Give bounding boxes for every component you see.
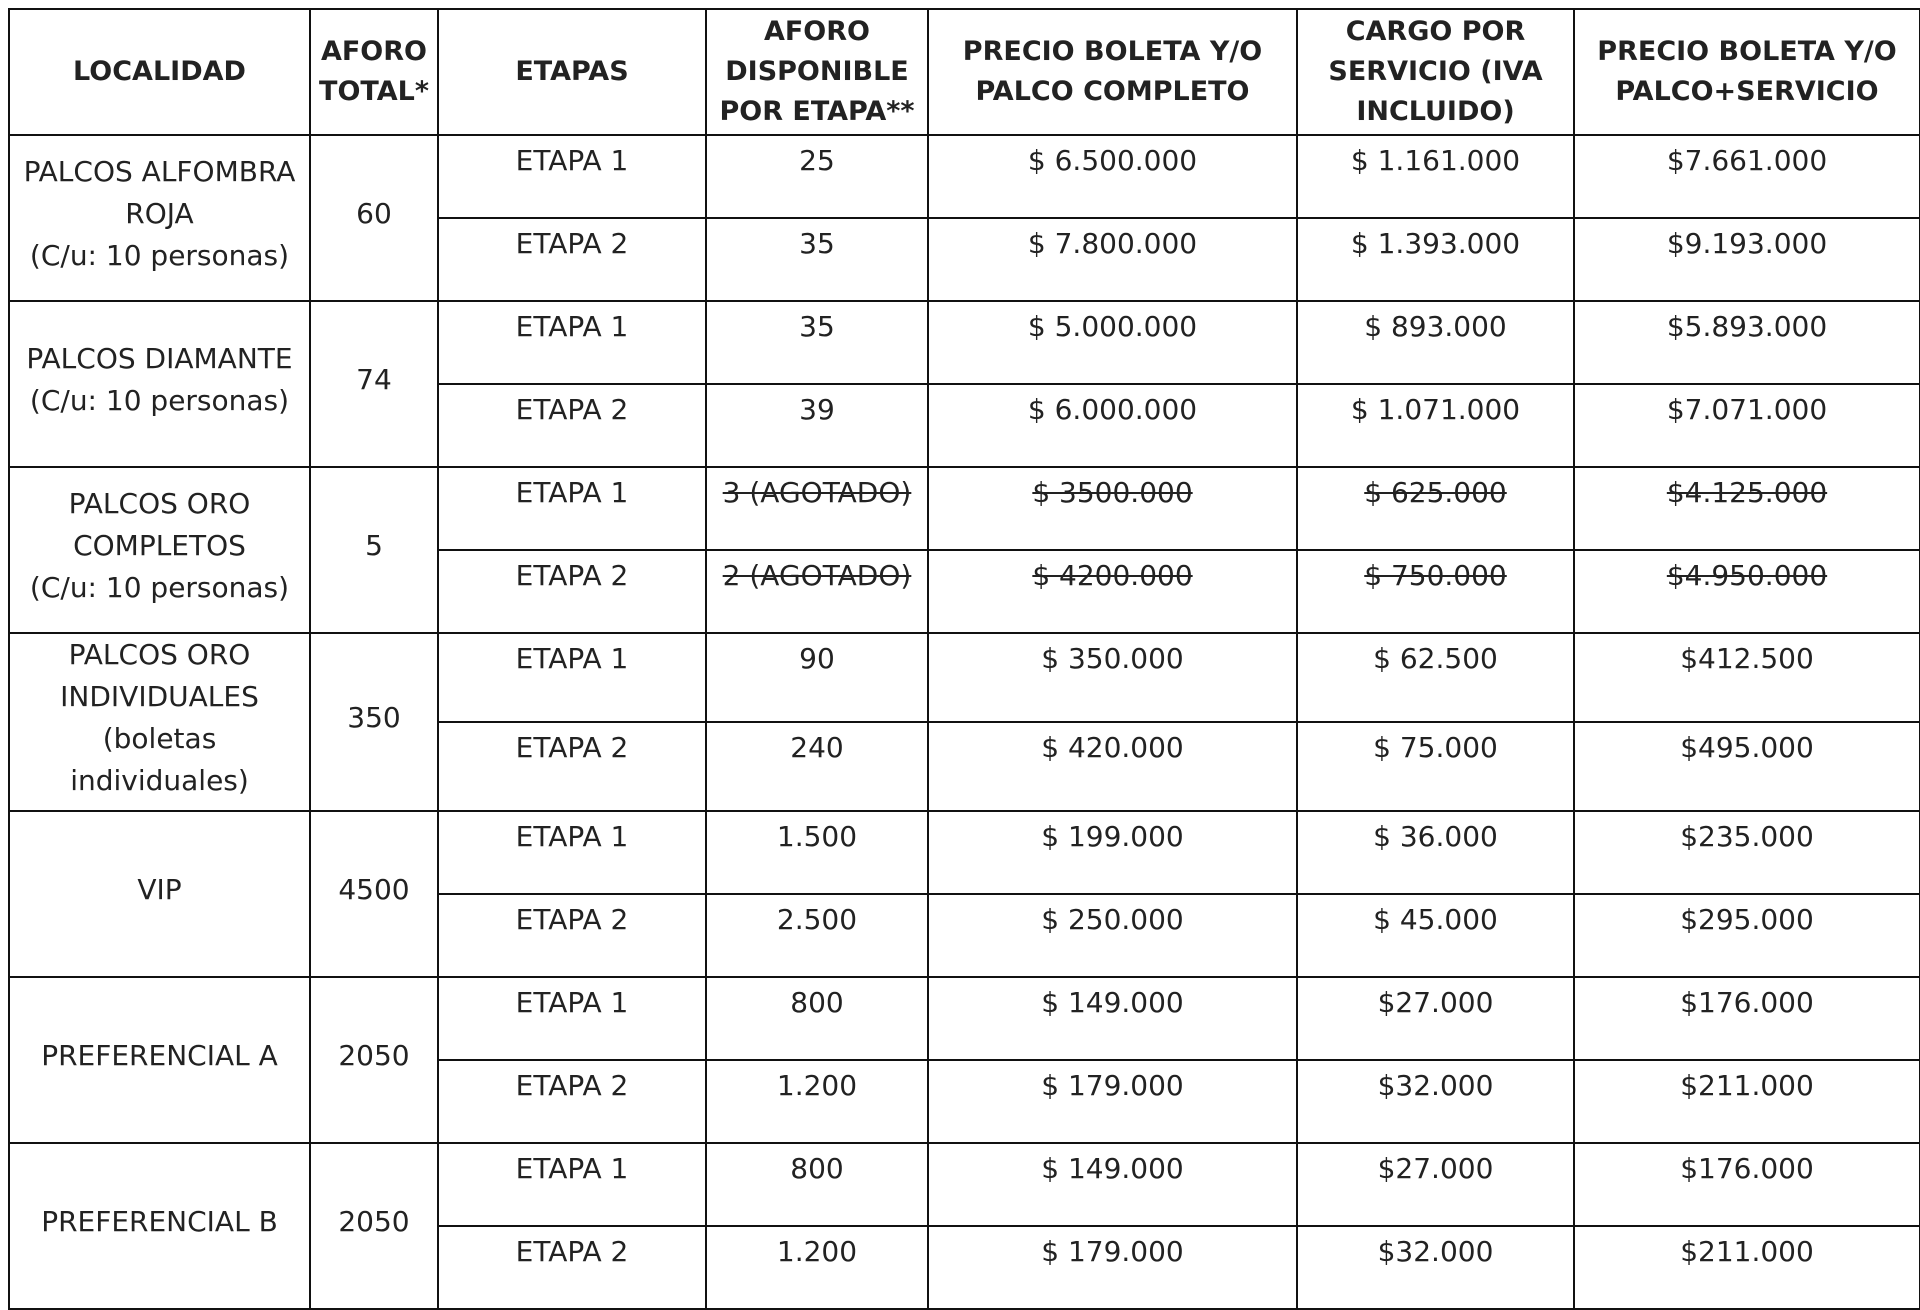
aforo-disponible-cell: [706, 467, 928, 550]
precio-total-cell-value: $4.950.000: [1666, 559, 1828, 592]
table-row: [9, 1143, 1920, 1226]
aforo-disponible-cell-value: 2.500: [776, 903, 858, 936]
precio-total-cell: [1574, 301, 1920, 384]
precio-cell-value: $ 350.000: [1041, 642, 1184, 675]
precio-cell: [928, 633, 1297, 722]
precio-total-cell: [1574, 384, 1920, 467]
localidad-text-line: PALCOS DIAMANTE: [26, 342, 293, 375]
header-row: [9, 9, 1920, 135]
header-text-line: PRECIO BOLETA Y/O: [1597, 36, 1897, 67]
precio-cell: [928, 1226, 1297, 1309]
etapa-cell: [438, 301, 706, 384]
etapa-cell: [438, 384, 706, 467]
cargo-servicio-cell: [1297, 633, 1574, 722]
etapa-cell: [438, 1226, 706, 1309]
header-text-line: AFORO: [763, 16, 871, 47]
precio-total-cell: [1574, 135, 1920, 218]
cargo-servicio-cell-value: $ 45.000: [1373, 903, 1498, 936]
precio-total-cell: [1574, 467, 1920, 550]
header-localidad: [9, 9, 310, 135]
etapa-cell-value: ETAPA 2: [515, 731, 629, 764]
cargo-servicio-cell-value: $27.000: [1377, 1152, 1494, 1185]
cargo-servicio-cell-value: $ 36.000: [1373, 820, 1498, 853]
table-row: [9, 977, 1920, 1060]
precio-total-cell-value: $4.125.000: [1666, 476, 1828, 509]
aforo-disponible-cell: [706, 384, 928, 467]
precio-cell-value: $ 5.000.000: [1027, 310, 1198, 343]
localidad-text-line: (C/u: 10 personas): [29, 571, 290, 604]
precio-cell: [928, 1060, 1297, 1143]
aforo-total-cell: 4500: [310, 811, 438, 977]
precio-total-cell: [1574, 1143, 1920, 1226]
aforo-total-cell: 74: [310, 301, 438, 467]
cargo-servicio-cell: [1297, 218, 1574, 301]
cargo-servicio-cell-value: $27.000: [1377, 986, 1494, 1019]
etapa-cell-value: ETAPA 2: [515, 1235, 629, 1268]
aforo-total-cell: 5: [310, 467, 438, 633]
header-aforo-disponible: [706, 9, 928, 135]
cargo-servicio-cell: [1297, 722, 1574, 811]
localidad-cell: [9, 977, 310, 1143]
precio-cell: [928, 1143, 1297, 1226]
etapa-cell-value: ETAPA 1: [515, 986, 629, 1019]
precio-cell-value: $ 149.000: [1041, 1152, 1184, 1185]
cargo-servicio-cell: [1297, 550, 1574, 633]
precio-total-cell-value: $9.193.000: [1666, 227, 1828, 260]
cargo-servicio-cell: [1297, 384, 1574, 467]
aforo-disponible-cell-value: 39: [799, 393, 835, 426]
precio-total-cell: [1574, 977, 1920, 1060]
precio-cell-value: $ 179.000: [1041, 1069, 1184, 1102]
aforo-total-cell: 2050: [310, 977, 438, 1143]
localidad-text-line: PALCOS ALFOMBRA: [23, 155, 296, 188]
aforo-disponible-cell: [706, 722, 928, 811]
aforo-disponible-cell-value: 35: [799, 227, 835, 260]
localidad-cell: [9, 811, 310, 977]
precio-total-cell-value: $235.000: [1680, 820, 1814, 853]
precio-total-cell-value: $176.000: [1680, 986, 1814, 1019]
table-body: [9, 135, 1920, 1309]
etapa-cell-value: ETAPA 1: [515, 642, 629, 675]
precio-total-cell: [1574, 1060, 1920, 1143]
precio-total-cell-value: $495.000: [1680, 731, 1814, 764]
precio-total-cell-value: $211.000: [1680, 1235, 1814, 1268]
etapa-cell-value: ETAPA 1: [515, 820, 629, 853]
cargo-servicio-cell-value: $ 625.000: [1364, 476, 1507, 509]
localidad-text-line: COMPLETOS: [73, 529, 246, 562]
precio-total-cell: [1574, 218, 1920, 301]
localidad-text-line: PREFERENCIAL B: [41, 1205, 278, 1238]
price-table: [8, 8, 1920, 1310]
aforo-disponible-cell-value: 90: [799, 642, 835, 675]
localidad-text-line: (boletas individuales): [70, 722, 249, 797]
aforo-disponible-cell-value: 1.500: [776, 820, 858, 853]
localidad-text-line: INDIVIDUALES: [60, 680, 259, 713]
etapa-cell-value: ETAPA 2: [515, 393, 629, 426]
etapa-cell: [438, 550, 706, 633]
localidad-text-line: (C/u: 10 personas): [29, 384, 290, 417]
aforo-disponible-cell-value: 1.200: [776, 1069, 858, 1102]
aforo-disponible-cell: [706, 218, 928, 301]
aforo-disponible-cell: [706, 1226, 928, 1309]
etapa-cell-value: ETAPA 1: [515, 1152, 629, 1185]
cargo-servicio-cell: [1297, 977, 1574, 1060]
precio-cell: [928, 894, 1297, 977]
etapa-cell-value: ETAPA 2: [515, 559, 629, 592]
cargo-servicio-cell: [1297, 811, 1574, 894]
header-cargo-servicio: [1297, 9, 1574, 135]
table-row: [9, 301, 1920, 384]
localidad-text-line: PALCOS ORO: [68, 638, 251, 671]
cargo-servicio-cell-value: $ 62.500: [1373, 642, 1498, 675]
precio-total-cell: [1574, 550, 1920, 633]
localidad-cell: [9, 301, 310, 467]
aforo-disponible-cell-value: 2 (AGOTADO): [722, 559, 912, 592]
precio-total-cell: [1574, 811, 1920, 894]
precio-total-cell-value: $7.071.000: [1666, 393, 1828, 426]
cargo-servicio-cell: [1297, 301, 1574, 384]
precio-cell: [928, 977, 1297, 1060]
header-text-line: DISPONIBLE: [725, 56, 909, 87]
precio-cell: [928, 722, 1297, 811]
precio-cell: [928, 218, 1297, 301]
cargo-servicio-cell: [1297, 894, 1574, 977]
localidad-text-line: PALCOS ORO: [68, 487, 251, 520]
header-aforo-total: [310, 9, 438, 135]
header-etapas: [438, 9, 706, 135]
precio-cell: [928, 301, 1297, 384]
precio-cell-value: $ 420.000: [1041, 731, 1184, 764]
table-row: [9, 135, 1920, 218]
header-text-line: SERVICIO (IVA: [1328, 56, 1543, 87]
cargo-servicio-cell: [1297, 1226, 1574, 1309]
cargo-servicio-cell-value: $ 75.000: [1373, 731, 1498, 764]
table-row: [9, 811, 1920, 894]
precio-total-cell-value: $295.000: [1680, 903, 1814, 936]
localidad-cell: [9, 633, 310, 811]
precio-total-cell: [1574, 722, 1920, 811]
precio-cell: [928, 550, 1297, 633]
etapa-cell-value: ETAPA 1: [515, 144, 629, 177]
aforo-disponible-cell-value: 1.200: [776, 1235, 858, 1268]
etapa-cell: [438, 467, 706, 550]
etapa-cell: [438, 894, 706, 977]
header-text-line: TOTAL*: [319, 76, 429, 107]
precio-cell-value: $ 179.000: [1041, 1235, 1184, 1268]
etapa-cell: [438, 1060, 706, 1143]
header-text-line: ETAPAS: [515, 56, 629, 87]
header-precio-boleta: [928, 9, 1297, 135]
aforo-disponible-cell: [706, 1143, 928, 1226]
etapa-cell-value: ETAPA 1: [515, 310, 629, 343]
precio-total-cell: [1574, 894, 1920, 977]
precio-total-cell: [1574, 1226, 1920, 1309]
aforo-total-cell: 2050: [310, 1143, 438, 1309]
precio-total-cell-value: $211.000: [1680, 1069, 1814, 1102]
etapa-cell: [438, 722, 706, 811]
localidad-cell: [9, 1143, 310, 1309]
aforo-disponible-cell-value: 240: [790, 731, 844, 764]
precio-total-cell-value: $5.893.000: [1666, 310, 1828, 343]
header-precio-total: [1574, 9, 1920, 135]
aforo-disponible-cell-value: 800: [790, 986, 844, 1019]
cargo-servicio-cell: [1297, 1060, 1574, 1143]
table-row: [9, 467, 1920, 550]
etapa-cell-value: ETAPA 2: [515, 1069, 629, 1102]
etapa-cell: [438, 811, 706, 894]
precio-total-cell-value: $7.661.000: [1666, 144, 1828, 177]
etapa-cell-value: ETAPA 2: [515, 903, 629, 936]
cargo-servicio-cell-value: $32.000: [1377, 1069, 1494, 1102]
aforo-disponible-cell: [706, 894, 928, 977]
precio-cell-value: $ 3500.000: [1032, 476, 1193, 509]
precio-cell-value: $ 199.000: [1041, 820, 1184, 853]
localidad-cell: [9, 467, 310, 633]
header-text-line: CARGO POR: [1345, 16, 1526, 47]
cargo-servicio-cell: [1297, 467, 1574, 550]
etapa-cell: [438, 633, 706, 722]
header-text-line: INCLUIDO): [1356, 96, 1515, 127]
header-text-line: POR ETAPA**: [719, 96, 915, 127]
aforo-total-cell: 60: [310, 135, 438, 301]
aforo-disponible-cell: [706, 550, 928, 633]
localidad-text-line: (C/u: 10 personas): [29, 239, 290, 272]
etapa-cell: [438, 218, 706, 301]
precio-cell: [928, 811, 1297, 894]
etapa-cell-value: ETAPA 1: [515, 476, 629, 509]
etapa-cell: [438, 135, 706, 218]
cargo-servicio-cell: [1297, 135, 1574, 218]
aforo-disponible-cell-value: 800: [790, 1152, 844, 1185]
precio-cell: [928, 467, 1297, 550]
aforo-disponible-cell: [706, 301, 928, 384]
precio-cell: [928, 384, 1297, 467]
localidad-text-line: ROJA: [125, 197, 194, 230]
cargo-servicio-cell-value: $ 1.071.000: [1350, 393, 1521, 426]
cargo-servicio-cell-value: $32.000: [1377, 1235, 1494, 1268]
precio-cell-value: $ 6.500.000: [1027, 144, 1198, 177]
precio-cell-value: $ 149.000: [1041, 986, 1184, 1019]
precio-cell: [928, 135, 1297, 218]
precio-total-cell-value: $412.500: [1680, 642, 1814, 675]
cargo-servicio-cell: [1297, 1143, 1574, 1226]
header-text-line: PALCO COMPLETO: [975, 76, 1250, 107]
precio-cell-value: $ 250.000: [1041, 903, 1184, 936]
etapa-cell-value: ETAPA 2: [515, 227, 629, 260]
header-text-line: PALCO+SERVICIO: [1615, 76, 1879, 107]
precio-cell-value: $ 4200.000: [1032, 559, 1193, 592]
aforo-disponible-cell: [706, 135, 928, 218]
header-text-line: LOCALIDAD: [73, 56, 246, 87]
precio-total-cell: [1574, 633, 1920, 722]
aforo-disponible-cell: [706, 1060, 928, 1143]
header-text-line: PRECIO BOLETA Y/O: [962, 36, 1263, 67]
aforo-disponible-cell: [706, 633, 928, 722]
aforo-disponible-cell-value: 35: [799, 310, 835, 343]
precio-cell-value: $ 7.800.000: [1027, 227, 1198, 260]
aforo-disponible-cell-value: 3 (AGOTADO): [722, 476, 912, 509]
cargo-servicio-cell-value: $ 750.000: [1364, 559, 1507, 592]
etapa-cell: [438, 1143, 706, 1226]
aforo-disponible-cell: [706, 977, 928, 1060]
precio-total-cell-value: $176.000: [1680, 1152, 1814, 1185]
localidad-cell: [9, 135, 310, 301]
cargo-servicio-cell-value: $ 893.000: [1364, 310, 1507, 343]
aforo-disponible-cell: [706, 811, 928, 894]
cargo-servicio-cell-value: $ 1.161.000: [1350, 144, 1521, 177]
localidad-text-line: PREFERENCIAL A: [41, 1039, 278, 1072]
etapa-cell: [438, 977, 706, 1060]
cargo-servicio-cell-value: $ 1.393.000: [1350, 227, 1521, 260]
aforo-disponible-cell-value: 25: [799, 144, 835, 177]
precio-cell-value: $ 6.000.000: [1027, 393, 1198, 426]
localidad-text-line: VIP: [137, 873, 182, 906]
table-row: [9, 633, 1920, 722]
aforo-total-cell: 350: [310, 633, 438, 811]
header-text-line: AFORO: [320, 36, 428, 67]
table-header: [9, 9, 1920, 135]
